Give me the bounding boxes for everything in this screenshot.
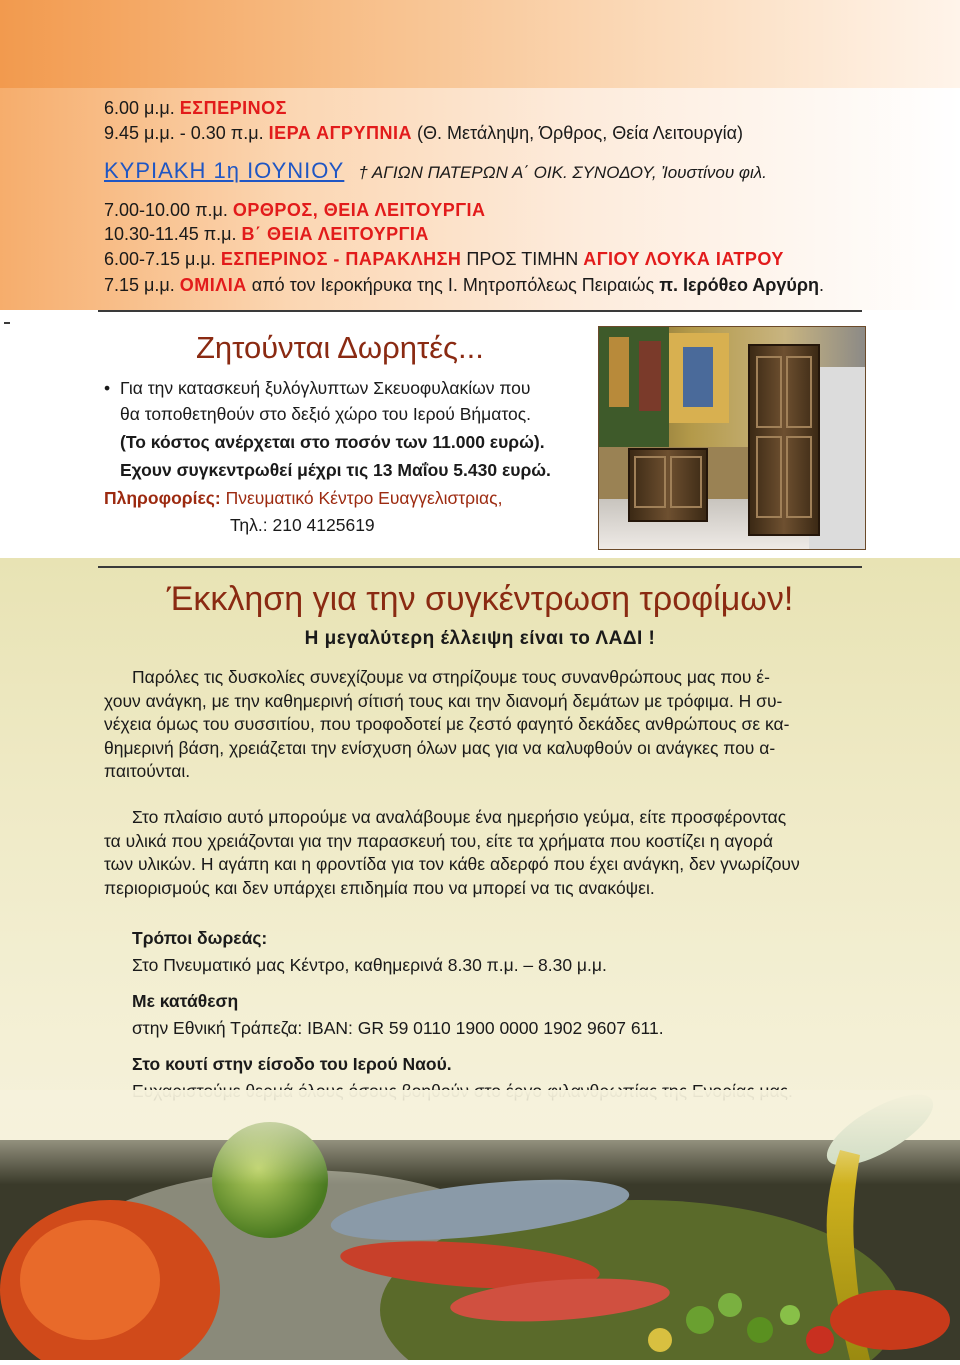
deposit-iban: στην Εθνική Τράπεζα: IBAN: GR 59 0110 1900 0000 1902 9607 611. <box>132 1017 664 1038</box>
schedule-time: 6.00 μ.μ. <box>104 98 180 118</box>
schedule-service: ΟΡΘΡΟΣ, ΘΕΙΑ ΛΕΙΤΟΥΡΓΙΑ <box>232 200 486 220</box>
schedule-service: ΕΣΠΕΡΙΝΟΣ <box>179 98 287 118</box>
donors-cost: (Το κόστος ανέρχεται στο ποσόν των 11.000 ευρώ). <box>120 432 545 452</box>
sacristy-cabinet-photo <box>598 326 866 550</box>
schedule-time: 10.30-11.45 π.μ. <box>104 224 242 244</box>
sunday-feast: † ΑΓΙΩΝ ΠΑΤΕΡΩΝ Α΄ ΟΙΚ. ΣΥΝΟΔΟΥ, Ἰουστίνου φιλ. <box>358 163 767 182</box>
donation-ways-text: Στο Πνευματικό μας Κέντρο, καθημερινά 8.30 π.μ. – 8.30 μ.μ. <box>132 954 607 975</box>
schedule-end: . <box>819 275 825 295</box>
schedule-service: ΙΕΡΑ ΑΓΡΥΠΝΙΑ <box>268 123 412 143</box>
sunday-heading <box>104 160 767 184</box>
section-divider <box>98 310 862 312</box>
donors-line: Για την κατασκευή ξυλόγλυπτων Σκευοφυλακίων που <box>120 378 531 398</box>
info-value: Πνευματικό Κέντρο Ευαγγελιστριας, <box>220 488 503 508</box>
margin-tick <box>4 322 10 324</box>
schedule-time: 9.45 μ.μ. - 0.30 π.μ. <box>104 123 269 143</box>
paragraph-line: των υλικών. Η αγάπη και η φροντίδα για τον κάθε αδερφό που έχει ανάγκη, δεν γνωρίζουν <box>104 854 800 874</box>
schedule-detail: (Θ. Μετάληψη, Όρθρος, Θεία Λειτουργία) <box>411 123 744 143</box>
schedule-time: 6.00-7.15 μ.μ. <box>104 249 221 269</box>
schedule-service: Β΄ ΘΕΙΑ ΛΕΙΤΟΥΡΓΙΑ <box>241 224 429 244</box>
schedule-service: ΟΜΙΛΙΑ <box>179 275 247 295</box>
schedule-detail: από τον Ιεροκήρυκα της Ι. Μητροπόλεως Πειραιώς <box>246 275 660 295</box>
paragraph-line: Παρόλες τις δυσκολίες συνεχίζουμε να στηρίζουμε τους συνανθρώπους μας που έ- <box>132 667 770 687</box>
schedule-detail: ΠΡΟΣ ΤΙΜΗΝ <box>461 249 584 269</box>
schedule-service: ΕΣΠΕΡΙΝΟΣ - ΠΑΡΑΚΛΗΣΗ <box>220 249 462 269</box>
schedule-line-vespers <box>104 97 287 119</box>
donors-phone: Τηλ.: 210 4125619 <box>230 515 375 535</box>
schedule-band-top <box>0 0 960 90</box>
appeal-title: Έκκληση για την συγκέντρωση τροφίμων! <box>166 580 794 618</box>
schedule-time: 7.15 μ.μ. <box>104 275 180 295</box>
donation-ways-label: Τρόποι δωρεάς: <box>132 928 268 948</box>
food-montage-image <box>0 1090 960 1360</box>
paragraph-line: παιτούνται. <box>104 761 191 781</box>
paragraph-line: τα υλικά που χρειάζονται για την παρασκευή του, είτε τα χρήματα που κοστίζει η αγορά <box>104 830 773 851</box>
schedule-time: 7.00-10.00 π.μ. <box>104 200 233 220</box>
deposit-label: Με κατάθεση <box>132 991 239 1011</box>
schedule-line-paraklisi <box>104 248 784 270</box>
donation-deposit <box>132 990 862 1040</box>
donors-collected: Εχουν συγκεντρωθεί μέχρι τις 13 Μαΐου 5.430 ευρώ. <box>120 460 551 480</box>
appeal-paragraph-2 <box>104 806 862 900</box>
appeal-subtitle: Η μεγαλύτερη έλλειψη είναι το ΛΑΔΙ ! <box>304 628 656 649</box>
paragraph-line: θημερινή βάση, χρειάζεται την ενίσχυση όλων μας για να καλυφθούν οι ανάγκες που α- <box>104 737 776 758</box>
schedule-line-vigil <box>104 122 743 144</box>
paragraph-line: νέχεια όμως του συσσιτίου, που τροφοδοτεί με ζεστό φαγητό δεκάδες ανθρώπους σε κα- <box>104 714 790 734</box>
schedule-line-homily <box>104 274 824 296</box>
info-label: Πληροφορίες: <box>104 488 221 508</box>
donors-line: θα τοποθετηθούν στο δεξιό χώρο του Ιερού Βήματος. <box>120 404 532 424</box>
section-divider <box>98 566 862 568</box>
paragraph-line: χουν ανάγκη, με την καθημερινή σίτισή τους και την διανομή δεμάτων με τρόφιμα. Η συ- <box>104 690 783 711</box>
sunday-title: ΚΥΡΙΑΚΗ 1η ΙΟΥΝΙΟΥ <box>104 158 345 183</box>
donation-ways <box>132 927 862 977</box>
donation-box-label: Στο κουτί στην είσοδο του Ιερού Ναού. <box>132 1054 452 1074</box>
schedule-line-second-liturgy <box>104 223 429 245</box>
donors-title: Ζητούνται Δωρητές... <box>196 330 484 365</box>
paragraph-line: περιορισμούς και δεν υπάρχει επιδημία που να μπορεί να τις ανακόψει. <box>104 877 655 898</box>
donors-info <box>104 486 502 510</box>
schedule-line-matins <box>104 199 486 221</box>
schedule-speaker: π. Ιερόθεο Αργύρη <box>659 275 820 295</box>
schedule-saint: ΑΓΙΟΥ ΛΟΥΚΑ ΙΑΤΡΟΥ <box>583 249 784 269</box>
appeal-paragraph-1 <box>104 666 862 784</box>
paragraph-line: Στο πλαίσιο αυτό μπορούμε να αναλάβουμε ένα ημερήσιο γεύμα, είτε προσφέροντας <box>132 807 787 827</box>
bullet-icon: • <box>104 378 111 398</box>
